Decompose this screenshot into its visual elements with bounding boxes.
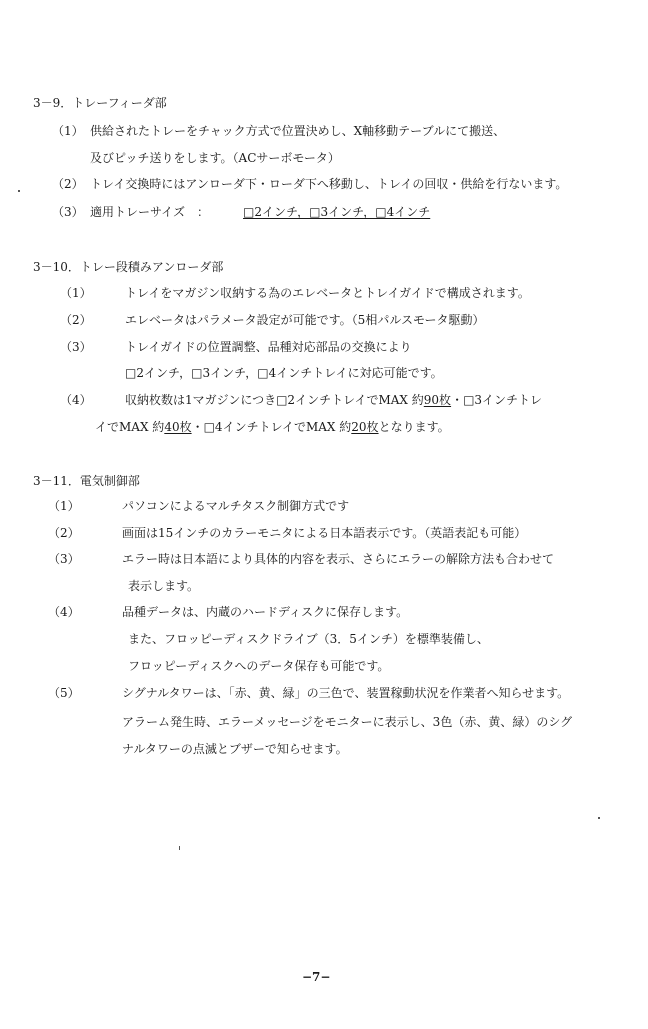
item-3-11-5-line2: アラーム発生時、エラーメッセージをモニターに表示し、3色（赤、黄、緑）のシグ bbox=[122, 715, 573, 729]
item-3-11-4-line2: また、フロッピーディスクドライブ（3．5インチ）を標準装備し、 bbox=[128, 632, 489, 646]
item-3-10-1-text: トレイをマガジン収納する為のエレベータとトレイガイドで構成されます。 bbox=[125, 286, 530, 300]
item-3-11-4-line3: フロッピーディスクへのデータ保存も可能です。 bbox=[128, 659, 390, 673]
item-3-11-4-number: （4） bbox=[48, 605, 80, 619]
item-3-11-3-line2: 表示します。 bbox=[128, 579, 200, 593]
item-3-11-5-line3: ナルタワーの点滅とブザーで知らせます。 bbox=[122, 742, 348, 756]
capacity-3inch: 40枚 bbox=[164, 420, 192, 434]
item-3-10-2-number: （2） bbox=[60, 313, 92, 327]
item-3-9-1-line2: 及びピッチ送りをします。（ACサーボモータ） bbox=[90, 151, 340, 165]
item-3-11-2-number: （2） bbox=[48, 526, 80, 540]
item-3-9-3-value: □2インチ，□3インチ，□4インチ bbox=[243, 205, 431, 219]
item-3-11-3-line1: エラー時は日本語により具体的内容を表示、さらにエラーの解除方法も合わせて bbox=[122, 552, 555, 566]
item-3-11-5-number: （5） bbox=[48, 686, 80, 700]
item-3-9-2-number: （2） bbox=[52, 177, 84, 191]
scan-speck bbox=[598, 817, 600, 819]
item-3-10-2-text: エレベータはパラメータ設定が可能です。（5相パルスモータ駆動） bbox=[125, 313, 485, 327]
item-3-10-1-number: （1） bbox=[60, 286, 92, 300]
item-3-10-3-line1: トレイガイドの位置調整、品種対応部品の交換により bbox=[125, 340, 412, 354]
item-3-9-1-line1: 供給されたトレーをチャック方式で位置決めし、X軸移動テーブルにて搬送、 bbox=[90, 124, 506, 138]
section-3-10-title: 3－10．トレー段積みアンローダ部 bbox=[33, 260, 224, 274]
page-number: −7− bbox=[302, 970, 331, 984]
capacity-2inch: 90枚 bbox=[423, 393, 452, 407]
item-3-9-3-number: （3） bbox=[52, 205, 84, 219]
item-3-11-1-number: （1） bbox=[48, 499, 80, 513]
scan-speck bbox=[18, 190, 20, 192]
item-3-11-4-line1: 品種データは、内蔵のハードディスクに保存します。 bbox=[122, 605, 409, 619]
item-3-10-4-number: （4） bbox=[60, 393, 92, 407]
item-3-11-2-text: 画面は15インチのカラーモニタによる日本語表示です。（英語表記も可能） bbox=[122, 526, 527, 540]
section-3-9-title: 3－9．トレーフィーダ部 bbox=[33, 96, 167, 110]
item-3-10-4-line1: 収納枚数は1マガジンにつき□2インチトレイでMAX 約90枚・□3インチトレ bbox=[125, 393, 543, 407]
item-3-10-3-line2: □2インチ，□3インチ，□4インチトレイに対応可能です。 bbox=[125, 366, 443, 380]
item-3-11-5-line1: シグナルタワーは、「赤、黄、緑」の三色で、装置稼動状況を作業者へ知らせます。 bbox=[122, 686, 570, 700]
item-3-10-4-line2: イでMAX 約40枚・□4インチトレイでMAX 約20枚となります。 bbox=[95, 420, 450, 434]
item-3-10-3-number: （3） bbox=[60, 340, 92, 354]
item-3-11-1-text: パソコンによるマルチタスク制御方式です bbox=[122, 499, 350, 513]
scan-speck bbox=[179, 846, 180, 850]
section-3-11-title: 3－11．電気制御部 bbox=[33, 474, 140, 488]
item-3-9-1-number: （1） bbox=[52, 124, 84, 138]
capacity-4inch: 20枚 bbox=[351, 420, 379, 434]
item-3-9-3-label: 適用トレーサイズ ： bbox=[90, 205, 210, 219]
item-3-11-3-number: （3） bbox=[48, 552, 80, 566]
item-3-9-2-text: トレイ交換時にはアンローダ下・ローダ下へ移動し、トレイの回収・供給を行ないます。 bbox=[90, 177, 568, 191]
